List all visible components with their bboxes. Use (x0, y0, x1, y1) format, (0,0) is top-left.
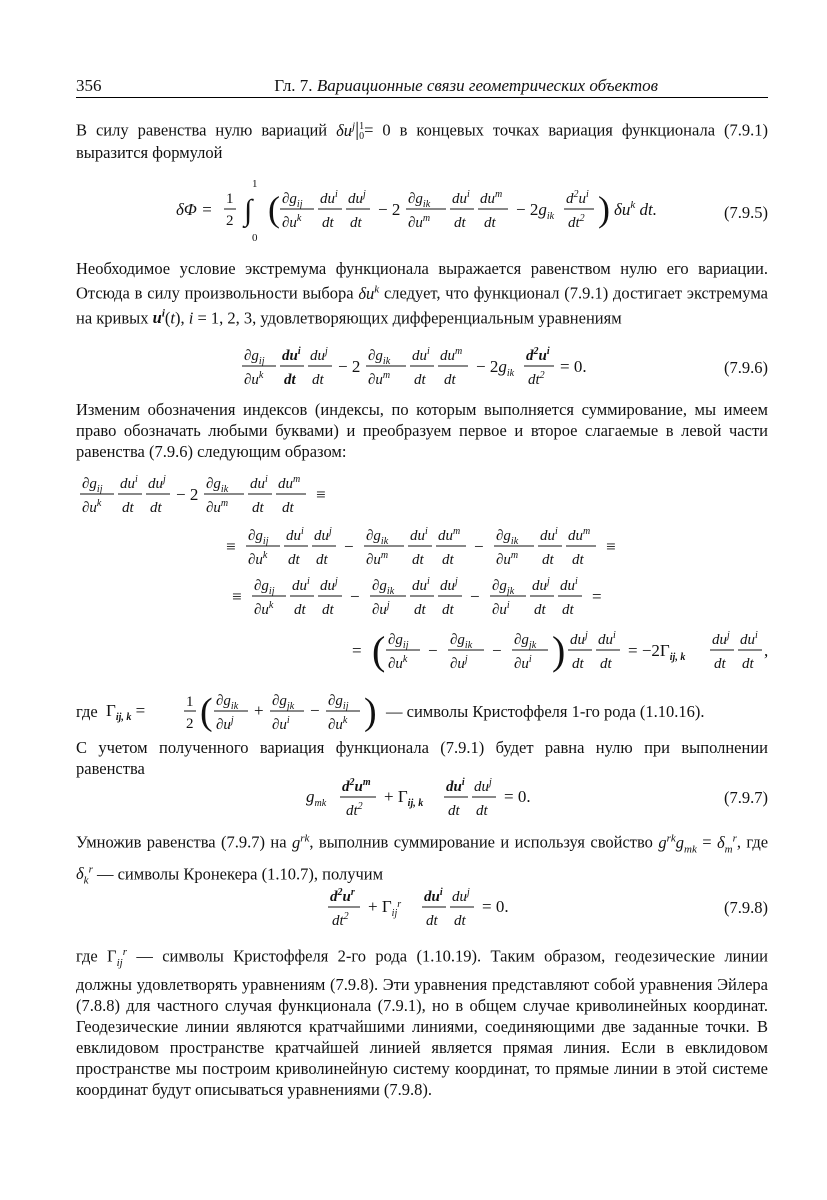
p6-text-c: , где (736, 832, 769, 852)
svg-text:dt: dt (414, 372, 426, 388)
p2-text-c: = 1, 2, 3, удовлетворяющих дифференциальным уравнениям (197, 308, 622, 327)
derivation-block (76, 470, 768, 690)
svg-text:dui: $du^i$ (320, 189, 338, 207)
svg-text:duj: $du^j$ (474, 777, 492, 795)
svg-text:dt2: $dt^2$ (528, 370, 545, 388)
p1-text-b: = 0 в концевых точках вариация функционала (364, 120, 716, 140)
svg-text:dt2: $dt^2$ (568, 213, 585, 231)
svg-text:∂uk: $\partial u^k$ (244, 370, 264, 388)
svg-text:−: − (428, 641, 438, 660)
svg-text:dt2: $dt^2$ (332, 911, 349, 929)
svg-text:dui: $du^i$ (540, 526, 558, 544)
svg-text:dt: dt (600, 656, 612, 672)
svg-text:gmk: $g_{mk}$ (306, 787, 327, 809)
header-rule (76, 97, 768, 98)
svg-text:0: 0 (252, 232, 258, 244)
svg-text:dt: dt (714, 656, 726, 672)
svg-text:∂um: $\partial u^m$ (206, 498, 229, 516)
p1-text-a: В силу равенства нулю вариаций (76, 120, 328, 140)
equation-7-9-5-formula (76, 175, 696, 245)
svg-text:dum: $du^m$ (480, 189, 503, 207)
svg-text:∂gik: $\partial g_{ik}$ (368, 348, 391, 367)
svg-text:1: 1 (186, 694, 194, 710)
svg-text:∂ui: $\partial u^i$ (492, 600, 510, 618)
svg-text:dt: dt (454, 913, 466, 929)
svg-text:duj: $du^j$ (148, 474, 166, 492)
svg-text:dui: $du^i$ (120, 474, 138, 492)
running-header (76, 76, 768, 96)
svg-text:dui: $du^i$ (282, 346, 301, 364)
p2-text-b: следует, что функционал (7.9.1) достигает экстремума на кривых (76, 283, 768, 327)
svg-text:= 0.: = 0. (504, 787, 531, 806)
svg-text:Γij, k =: $\Gamma_{ij, k}$ = (106, 701, 146, 723)
svg-text:− 2: − 2 (338, 357, 361, 376)
svg-text:dt: dt (426, 913, 438, 929)
svg-text:∂gik: $\partial g_{ik}$ (372, 578, 395, 597)
derivation-formula (76, 470, 768, 690)
svg-text:∂uk: $\partial u^k$ (254, 600, 274, 618)
svg-text:−: − (310, 701, 320, 720)
svg-text:− 2: − 2 (378, 200, 401, 219)
svg-text:∂uk: $\partial u^k$ (328, 715, 348, 733)
svg-text:∂uk: $\partial u^k$ (282, 213, 302, 231)
svg-text:dui: $du^i$ (292, 576, 310, 594)
svg-text:≡: ≡ (316, 485, 326, 504)
equation-7-9-6-formula (76, 342, 696, 392)
svg-text:− 2: − 2 (176, 485, 199, 504)
chapter-heading (274, 76, 658, 96)
p7-text-a: где (76, 946, 98, 966)
chapter-prefix: Гл. 7. (274, 76, 313, 95)
equation-7-9-8-formula (76, 884, 636, 932)
svg-text:δΦ =: δΦ = (176, 200, 213, 219)
paragraph-7: где $\Gamma_{ij}^r$ — символы Кристоффеля 2-го рода (1.10.19). Таким образом, геодезические линии должны удовлетворять уравнениям (7.9.8). Эти уравнения представляют собой уравнения Эйлера (7.8.8) для частного случая функционала (7.9.1), но в общем случае криволинейных координат. Геодезические линии являются кратчайшими линиями, соединяющими две заданные точки. В евклидовом пространстве кратчайшей линией является прямая линия. Если в евклидовом пространстве мы построим криволинейную систему координат, то прямые линии в этой системе координат будут описываться уравнениями (7.9.8). (76, 946, 768, 1099)
svg-text:∂um: $\partial u^m$ (366, 550, 389, 568)
svg-text:dui: $du^i$ (598, 630, 616, 648)
svg-text:dui: $du^i$ (560, 576, 578, 594)
svg-text:+ Γijr: + $\Gamma_{ij}^r$ (368, 897, 402, 919)
svg-text:dt2: $dt^2$ (346, 801, 363, 819)
svg-text:∂gik: $\partial g_{ik}$ (206, 476, 229, 495)
svg-text:∂um: $\partial u^m$ (496, 550, 519, 568)
paragraph-1: В силу равенства нулю вариаций $\delta u^j|$ 1 0 = 0 в концевых точках вариация функционала (7.9.1) выразится формулой (76, 118, 769, 162)
svg-text:∂gjk: $\partial g_{jk}$ (514, 632, 537, 651)
equation-number-7-9-6: (7.9.6) (724, 358, 768, 377)
svg-text:dum: $du^m$ (278, 474, 301, 492)
svg-text:2: 2 (186, 716, 194, 732)
svg-text:dt: dt (322, 215, 334, 231)
svg-text:∂gij: $\partial g_{ij}$ (282, 191, 303, 210)
svg-text:dt: dt (252, 500, 264, 516)
svg-text:dui: $du^i$ (424, 887, 443, 905)
svg-text:,: , (764, 641, 769, 660)
svg-text:dt: dt (122, 500, 134, 516)
svg-text:(: ( (200, 691, 213, 733)
svg-text:−: − (492, 641, 502, 660)
p7-text-b: — символы Кристоффеля 2-го рода (1.10.19). Таким образом, геодезические линии должны удовлетворять уравнениям (7.9.8). Эти уравнения представляют собой уравнения Эйлера (7.8.8) для частного случая функционала (7.9.1), но в общем случае криволинейных координат. Геодезические линии являются кратчайшими линиями, соединяющими две заданные точки. В евклидовом пространстве кратчайшей линией является прямая линия. Если в евклидовом пространстве мы построим криволинейную систему координат, то прямые линии в этой системе координат будут описываться уравнениями (7.9.8). (76, 946, 768, 1099)
svg-text:∂gik: $\partial g_{ik}$ (216, 693, 239, 712)
svg-text:dt: dt (562, 602, 574, 618)
svg-text:∂gjk: $\partial g_{jk}$ (272, 693, 295, 712)
chapter-title: Вариационные связи геометрических объектов (316, 76, 658, 95)
svg-text:dt: dt (442, 552, 454, 568)
svg-text:∂uj: $\partial u^j$ (450, 654, 468, 672)
svg-text:∂gik: $\partial g_{ik}$ (450, 632, 473, 651)
svg-text:∂uk: $\partial u^k$ (82, 498, 102, 516)
svg-text:+: + (254, 701, 264, 720)
svg-text:∂gij: $\partial g_{ij}$ (328, 693, 349, 712)
svg-text:−: − (474, 537, 484, 556)
christoffel-first-kind-formula (106, 688, 426, 736)
svg-text:dt: dt (282, 500, 294, 516)
svg-text:∂uj: $\partial u^j$ (216, 715, 234, 733)
svg-text:duj: $du^j$ (348, 189, 366, 207)
svg-text:dt: dt (448, 803, 460, 819)
svg-text:= −2Γij, k: = $-2\Gamma_{ij, k}$ (628, 641, 686, 663)
svg-text:dui: $du^i$ (286, 526, 304, 544)
svg-text:∂gij: $\partial g_{ij}$ (82, 476, 103, 495)
svg-text:dt: dt (476, 803, 488, 819)
svg-text:dt: dt (484, 215, 496, 231)
svg-text:= 0.: = 0. (560, 357, 587, 376)
svg-text:): ) (364, 691, 377, 733)
svg-text:1: 1 (252, 178, 258, 190)
p2-text-a: Необходимое условие экстремума функционала выражается равенством нулю его вариации. Отсюда в силу произвольности выбора (76, 259, 768, 303)
svg-text:2: 2 (226, 213, 234, 229)
svg-text:dt: dt (284, 372, 296, 388)
svg-text:∫: ∫ (244, 194, 253, 227)
svg-text:dui: $du^i$ (412, 346, 430, 364)
svg-text:δuk dt.: $\delta u^k$ dt. (614, 199, 658, 219)
svg-text:1: 1 (226, 191, 234, 207)
svg-text:dt: dt (412, 552, 424, 568)
svg-text:duj: $du^j$ (712, 630, 730, 648)
svg-text:+ Γij, k: + $\Gamma_{ij, k}$ (384, 787, 424, 809)
svg-text:dt: dt (534, 602, 546, 618)
equation-number-7-9-5: (7.9.5) (724, 203, 768, 222)
svg-text:− 2gik: − $2g_{ik}$ (476, 357, 515, 379)
paragraph-2: Необходимое условие экстремума функционала выражается равенством нулю его вариации. Отсюда в силу произвольности выбора $\delta u^k$ следует, что функционал (7.9.1) достигает экстремума на кривых $u^i(t)$, i = 1, 2, 3, удовлетворяющих дифференциальным уравнениям (76, 259, 768, 327)
svg-text:d2ur: $d^2u^r$ (330, 887, 355, 905)
svg-text:∂gij: $\partial g_{ij}$ (248, 528, 269, 547)
svg-text:dt: dt (442, 602, 454, 618)
svg-text:): ) (598, 189, 610, 229)
svg-text:∂gik: $\partial g_{ik}$ (366, 528, 389, 547)
svg-text:dui: $du^i$ (452, 189, 470, 207)
svg-text:∂uk: $\partial u^k$ (248, 550, 268, 568)
svg-text:d2ui: $d^2u^i$ (566, 189, 589, 207)
equation-7-9-8 (76, 884, 768, 932)
svg-text:∂gik: $\partial g_{ik}$ (496, 528, 519, 547)
svg-text:duj: $du^j$ (320, 576, 338, 594)
svg-text:): ) (552, 628, 566, 673)
svg-text:≡: ≡ (232, 587, 242, 606)
equation-number-7-9-8: (7.9.8) (724, 898, 768, 917)
svg-text:dui: $du^i$ (446, 777, 465, 795)
svg-text:=: = (592, 587, 602, 606)
svg-text:dui: $du^i$ (412, 576, 430, 594)
svg-text:dui: $du^i$ (740, 630, 758, 648)
svg-text:∂gij: $\partial g_{ij}$ (254, 578, 275, 597)
p4-text-b: — символы Кристоффеля 1-го рода (1.10.16). (386, 702, 705, 721)
p6-text-d: — символы Кронекера (1.10.7), получим (96, 864, 384, 884)
equation-7-9-7-formula (76, 774, 636, 822)
svg-text:dt: dt (316, 552, 328, 568)
paragraph-5: С учетом полученного вариация функционала (7.9.1) будет равна нулю при выполнении равенства (76, 738, 768, 778)
svg-text:dt: dt (742, 656, 754, 672)
svg-text:dt: dt (542, 552, 554, 568)
svg-text:≡: ≡ (226, 537, 236, 556)
svg-text:duj: $du^j$ (440, 576, 458, 594)
svg-text:dt: dt (414, 602, 426, 618)
svg-text:∂gjk: $\partial g_{jk}$ (492, 578, 515, 597)
svg-text:d2um: $d^2u^m$ (342, 777, 371, 795)
svg-text:∂um: $\partial u^m$ (408, 213, 431, 231)
svg-text:dt: dt (572, 552, 584, 568)
svg-text:duj: $du^j$ (532, 576, 550, 594)
svg-text:∂um: $\partial u^m$ (368, 370, 391, 388)
svg-text:dt: dt (444, 372, 456, 388)
svg-text:−: − (350, 587, 360, 606)
svg-text:−: − (470, 587, 480, 606)
svg-text:(: ( (268, 189, 280, 229)
equation-7-9-7 (76, 774, 768, 822)
svg-text:dum: $du^m$ (440, 346, 463, 364)
equation-7-9-5 (76, 175, 768, 245)
svg-text:duj: $du^j$ (314, 526, 332, 544)
p6-text-a: Умножив равенства (7.9.7) на (76, 832, 287, 852)
svg-text:dt: dt (322, 602, 334, 618)
svg-text:dum: $du^m$ (438, 526, 461, 544)
paragraph-4 (76, 688, 768, 736)
svg-text:dt: dt (454, 215, 466, 231)
svg-text:≡: ≡ (606, 537, 616, 556)
paragraph-3: Изменим обозначения индексов (индексы, по которым выполняется суммирование, мы имеем право обозначать любыми буквами) и преобразуем первое и второе слагаемые в левой части равенства (7.9.6) следующим образом: (76, 400, 768, 461)
svg-text:− 2gik: − $2g_{ik}$ (516, 200, 555, 222)
svg-text:dt: dt (150, 500, 162, 516)
svg-text:duj: $du^j$ (310, 346, 328, 364)
svg-text:duj: $du^j$ (452, 887, 470, 905)
svg-text:∂uj: $\partial u^j$ (372, 600, 390, 618)
p6-text-b: , выполнив суммирование и используя свойство (309, 832, 653, 852)
svg-text:∂gij: $\partial g_{ij}$ (244, 348, 265, 367)
svg-text:=: = (352, 641, 362, 660)
page-number: 356 (76, 76, 102, 95)
svg-text:∂uk: $\partial u^k$ (388, 654, 408, 672)
svg-text:dt: dt (312, 372, 324, 388)
p4-text-a: где (76, 702, 98, 721)
svg-text:(: ( (372, 628, 386, 673)
svg-text:dt: dt (572, 656, 584, 672)
p1-text-c: (7.9.1) выразится формулой (76, 120, 769, 162)
equation-7-9-6 (76, 342, 768, 392)
svg-text:∂gik: $\partial g_{ik}$ (408, 191, 431, 210)
svg-text:∂ui: $\partial u^i$ (514, 654, 532, 672)
svg-text:dt: dt (350, 215, 362, 231)
svg-text:duj: $du^j$ (570, 630, 588, 648)
svg-text:dt: dt (288, 552, 300, 568)
svg-text:∂ui: $\partial u^i$ (272, 715, 290, 733)
svg-text:dui: $du^i$ (250, 474, 268, 492)
paragraph-6: Умножив равенства (7.9.7) на $g^{rk}$, выполнив суммирование и используя свойство $g^{rk}g_{mk} = \delta_m^r$, где $\delta_k^r$ — символы Кронекера (1.10.7), получим (76, 832, 769, 887)
svg-text:−: − (344, 537, 354, 556)
svg-text:= 0.: = 0. (482, 897, 509, 916)
svg-text:dt: dt (294, 602, 306, 618)
equation-number-7-9-7: (7.9.7) (724, 788, 768, 807)
svg-text:∂gij: $\partial g_{ij}$ (388, 632, 409, 651)
svg-text:d2ui: $d^2u^i$ (526, 346, 550, 364)
svg-text:dui: $du^i$ (410, 526, 428, 544)
svg-text:dum: $du^m$ (568, 526, 591, 544)
